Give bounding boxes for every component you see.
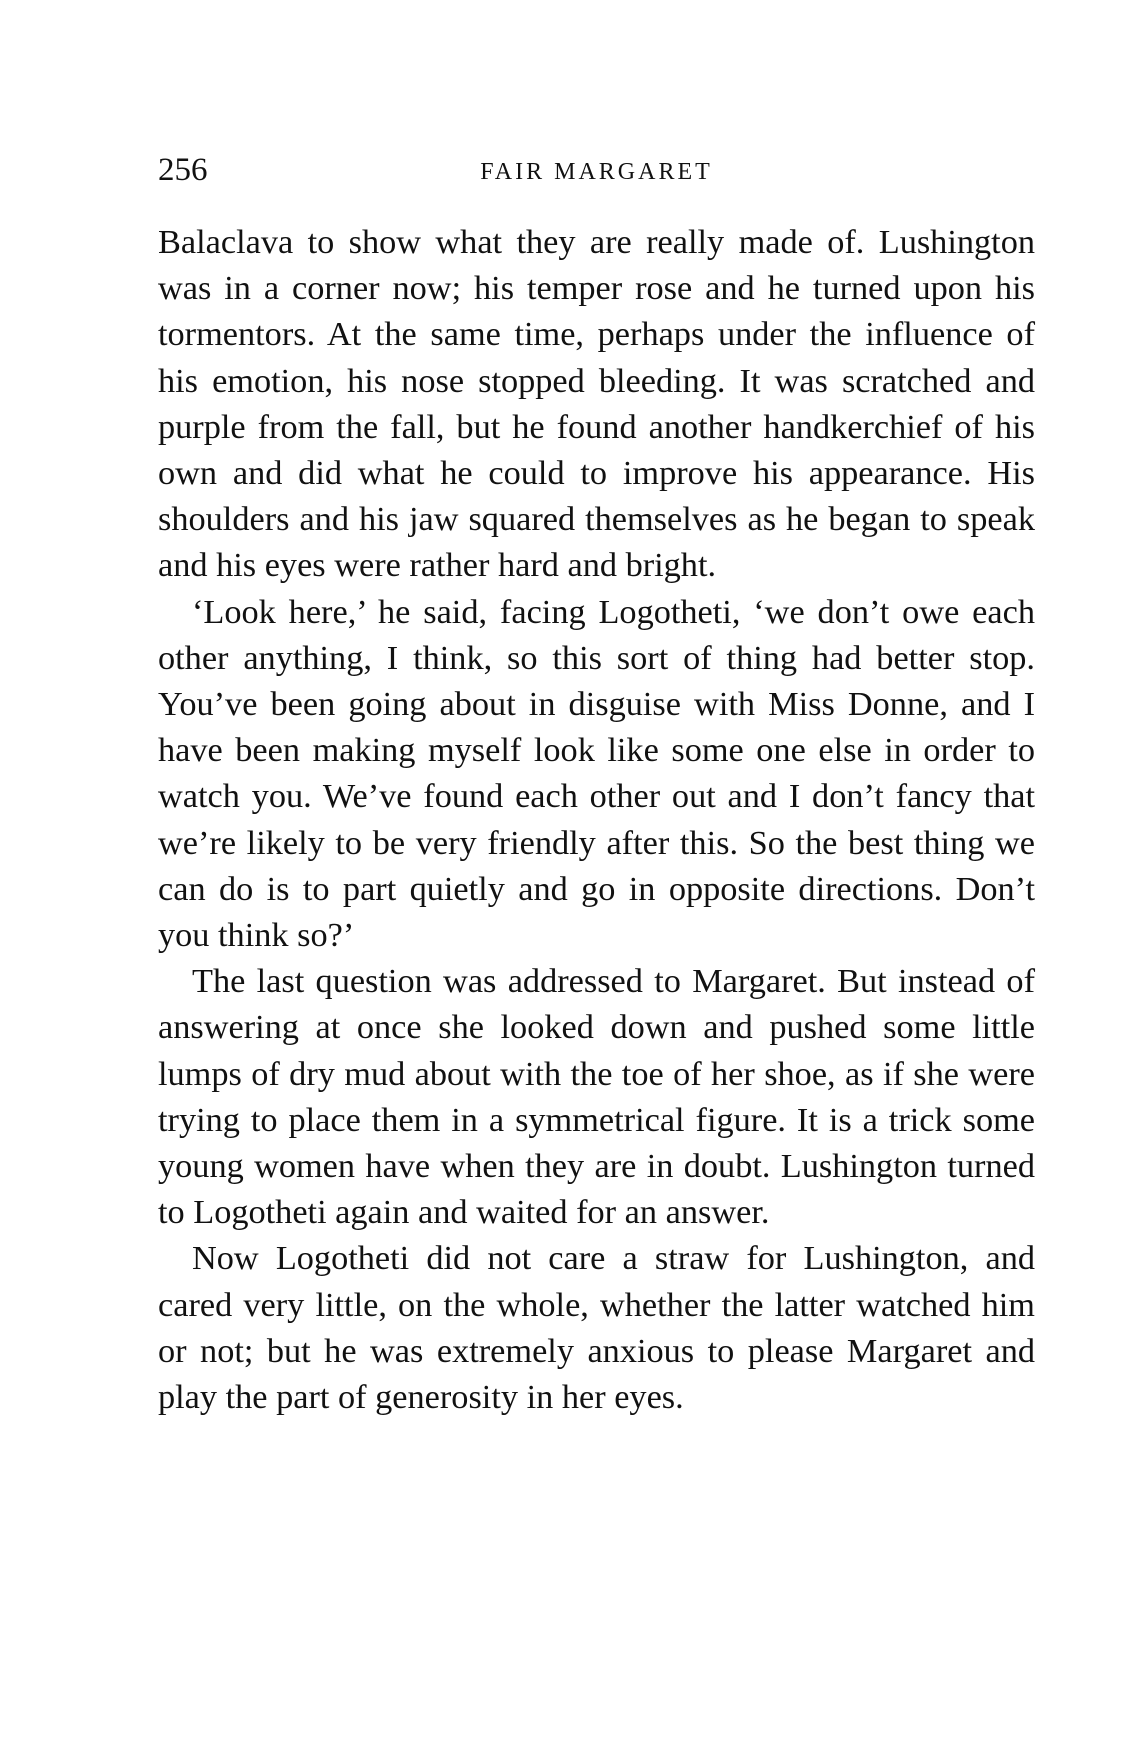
running-head: [158, 148, 1035, 192]
paragraph-1: Balaclava to show what they are really made of. Lushington was in a corner now; his temper rose and he turned upon his tormentors. At the same time, perhaps under the influence of his emotion, his nose stopped bleeding. It was scratched and purple from the fall, but he found another handkerchief of his own and did what he could to improve his appearance. His shoulders and his jaw squared themselves as he began to speak and his eyes were rather hard and bright.: [158, 223, 1035, 585]
paragraph-2: ‘Look here,’ he said, facing Logotheti, ‘we don’t owe each other anything, I think, so this sort of thing had better stop. You’ve been going about in disguise with Miss Donne, and I have been making myself look like some one else in order to watch you. We’ve found each other out and I don’t fancy that we’re likely to be very friendly after this. So the best thing we can do is to part quietly and go in opposite directions. Don’t you think so?’: [158, 592, 1035, 955]
body-text: [158, 219, 1035, 1420]
paragraph-3: The last question was addressed to Margaret. But instead of answering at once she looked down and pushed some little lumps of dry mud about with the toe of her shoe, as if she were trying to place them in a symmetrical figure. It is a trick some young women have when they are in doubt. Lushington turned to Logotheti again and waited for an answer.: [158, 962, 1035, 1232]
running-title: FAIR MARGARET: [480, 159, 713, 185]
paragraph-4: Now Logotheti did not care a straw for Lushington, and cared very little, on the whole, whether the latter watched him or not; but he was extremely anxious to please Margaret and play the part of generosity in her eyes.: [158, 1239, 1035, 1417]
page-number: 256: [158, 152, 208, 188]
